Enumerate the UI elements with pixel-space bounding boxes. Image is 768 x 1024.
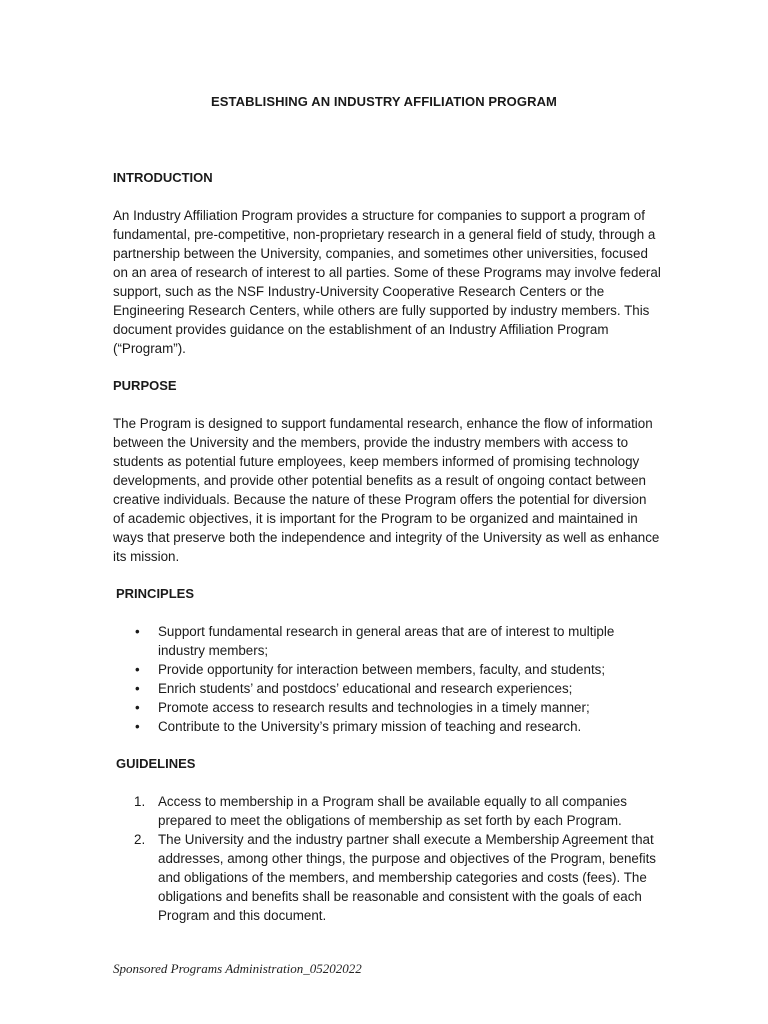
principles-heading: PRINCIPLES (116, 586, 195, 601)
list-item-text: Contribute to the University’s primary mission of teaching and research. (158, 719, 582, 734)
introduction-heading: INTRODUCTION (113, 170, 213, 185)
list-item (113, 679, 661, 698)
list-item (113, 830, 661, 925)
purpose-paragraph: The Program is designed to support fundamental research, enhance the flow of information between the University and the members, provide the industry members with access to students as potential future employees, keep members informed of promising technology developments, and provide other potential benefits as a result of ongoing contact between creative individuals. Because the nature of these Program offers the potential for diversion of academic objectives, it is important for the Program to be organized and maintained in ways that preserve both the independence and integrity of the University as well as enhance its mission. (113, 416, 660, 564)
bullet-icon: • (135, 681, 140, 696)
list-item-text: Enrich students’ and postdocs’ educational and research experiences; (158, 681, 573, 696)
introduction-paragraph: An Industry Affiliation Program provides a structure for companies to support a program of fundamental, pre-competitive, non-proprietary research in a general field of study, through a partnership between the University, companies, and sometimes other universities, focused on an area of research of interest to all parties. Some of these Programs may involve federal support, such as the NSF Industry-University Cooperative Research Centers or the Engineering Research Centers, while others are fully supported by industry members. This document provides guidance on the establishment of an Industry Affiliation Program (“Program”). (113, 208, 661, 356)
purpose-heading: PURPOSE (113, 378, 177, 393)
guidelines-heading: GUIDELINES (116, 756, 196, 771)
list-item (113, 660, 661, 679)
document-title: ESTABLISHING AN INDUSTRY AFFILIATION PROGRAM (210, 94, 557, 109)
list-item (113, 622, 661, 660)
bullet-icon: • (135, 700, 140, 715)
list-item-text: Access to membership in a Program shall be available equally to all companies prepared to meet the obligations of membership as set forth by each Program. (158, 794, 627, 828)
list-item (113, 792, 661, 830)
list-item-text: Provide opportunity for interaction between members, faculty, and students; (158, 662, 606, 677)
bullet-icon: • (135, 662, 140, 677)
list-item-text: The University and the industry partner shall execute a Membership Agreement that addresses, among other things, the purpose and objectives of the Program, benefits and obligations of the members, and membership categories and costs (fees). The obligations and benefits shall be reasonable and consistent with the goals of each Program and this document. (158, 832, 656, 923)
guidelines-list (113, 792, 661, 925)
list-number: 2. (134, 832, 146, 847)
list-item-text: Support fundamental research in general areas that are of interest to multiple industry members; (158, 624, 615, 658)
bullet-icon: • (135, 624, 140, 639)
list-item (113, 698, 661, 717)
page-footer: Sponsored Programs Administration_05202022 (113, 961, 362, 976)
bullet-icon: • (135, 719, 140, 734)
document-body (113, 168, 661, 943)
list-item-text: Promote access to research results and technologies in a timely manner; (158, 700, 590, 715)
principles-list (113, 622, 661, 736)
list-item (113, 717, 661, 736)
list-number: 1. (134, 794, 146, 809)
